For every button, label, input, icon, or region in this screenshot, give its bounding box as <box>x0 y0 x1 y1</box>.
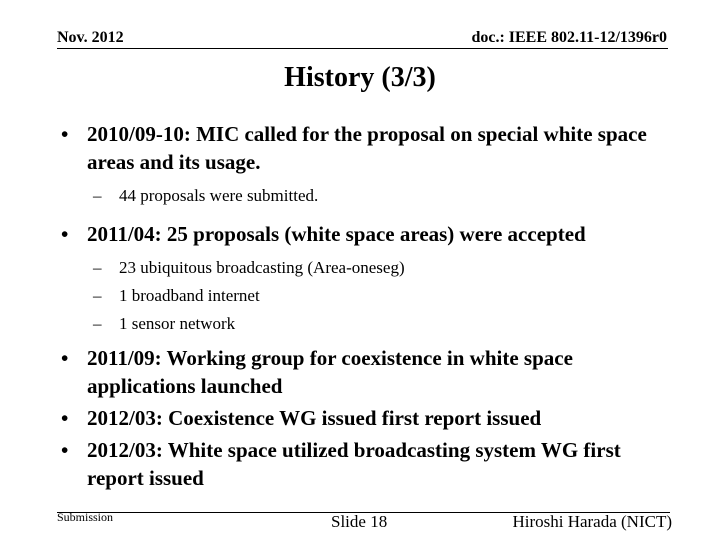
header-date: Nov. 2012 <box>57 29 124 46</box>
footer-slide-number: Slide 18 <box>331 512 388 531</box>
sub-bullet-item <box>57 282 677 310</box>
bullet-marker: • <box>61 346 69 370</box>
slide-content <box>57 120 677 492</box>
bullet-item <box>57 120 677 176</box>
bullet-text: 2012/03: White space utilized broadcasting system WG first report issued <box>87 438 621 490</box>
bullet-item <box>57 436 677 492</box>
slide-title: History (3/3) <box>284 62 436 93</box>
bullet-item <box>57 404 677 432</box>
bullet-marker: • <box>61 406 69 430</box>
header-divider <box>57 48 668 49</box>
sub-bullet-text: 1 sensor network <box>119 314 236 333</box>
sub-bullet-item <box>57 254 677 282</box>
sub-bullet-text: 1 broadband internet <box>119 286 260 305</box>
header-doc-id: doc.: IEEE 802.11-12/1396r0 <box>471 29 667 46</box>
sub-bullet-text: 23 ubiquitous broadcasting (Area-oneseg) <box>119 258 405 277</box>
bullet-marker: • <box>61 122 69 146</box>
bullet-item <box>57 344 677 400</box>
dash-marker: – <box>93 286 102 305</box>
dash-marker: – <box>93 258 102 277</box>
dash-marker: – <box>93 186 102 205</box>
bullet-text: 2010/09-10: MIC called for the proposal on special white space areas and its usage. <box>87 122 647 174</box>
sub-bullet-item <box>57 182 677 210</box>
bullet-marker: • <box>61 222 69 246</box>
bullet-marker: • <box>61 438 69 462</box>
footer-author: Hiroshi Harada (NICT) <box>512 512 672 531</box>
footer-submission: Submission <box>57 510 114 524</box>
bullet-item <box>57 220 677 248</box>
sub-bullet-text: 44 proposals were submitted. <box>119 186 319 205</box>
dash-marker: – <box>93 314 102 333</box>
bullet-text: 2012/03: Coexistence WG issued first report issued <box>87 406 542 430</box>
sub-bullet-item <box>57 310 677 338</box>
bullet-text: 2011/04: 25 proposals (white space areas) were accepted <box>87 222 586 246</box>
bullet-text: 2011/09: Working group for coexistence in white space applications launched <box>87 346 573 398</box>
